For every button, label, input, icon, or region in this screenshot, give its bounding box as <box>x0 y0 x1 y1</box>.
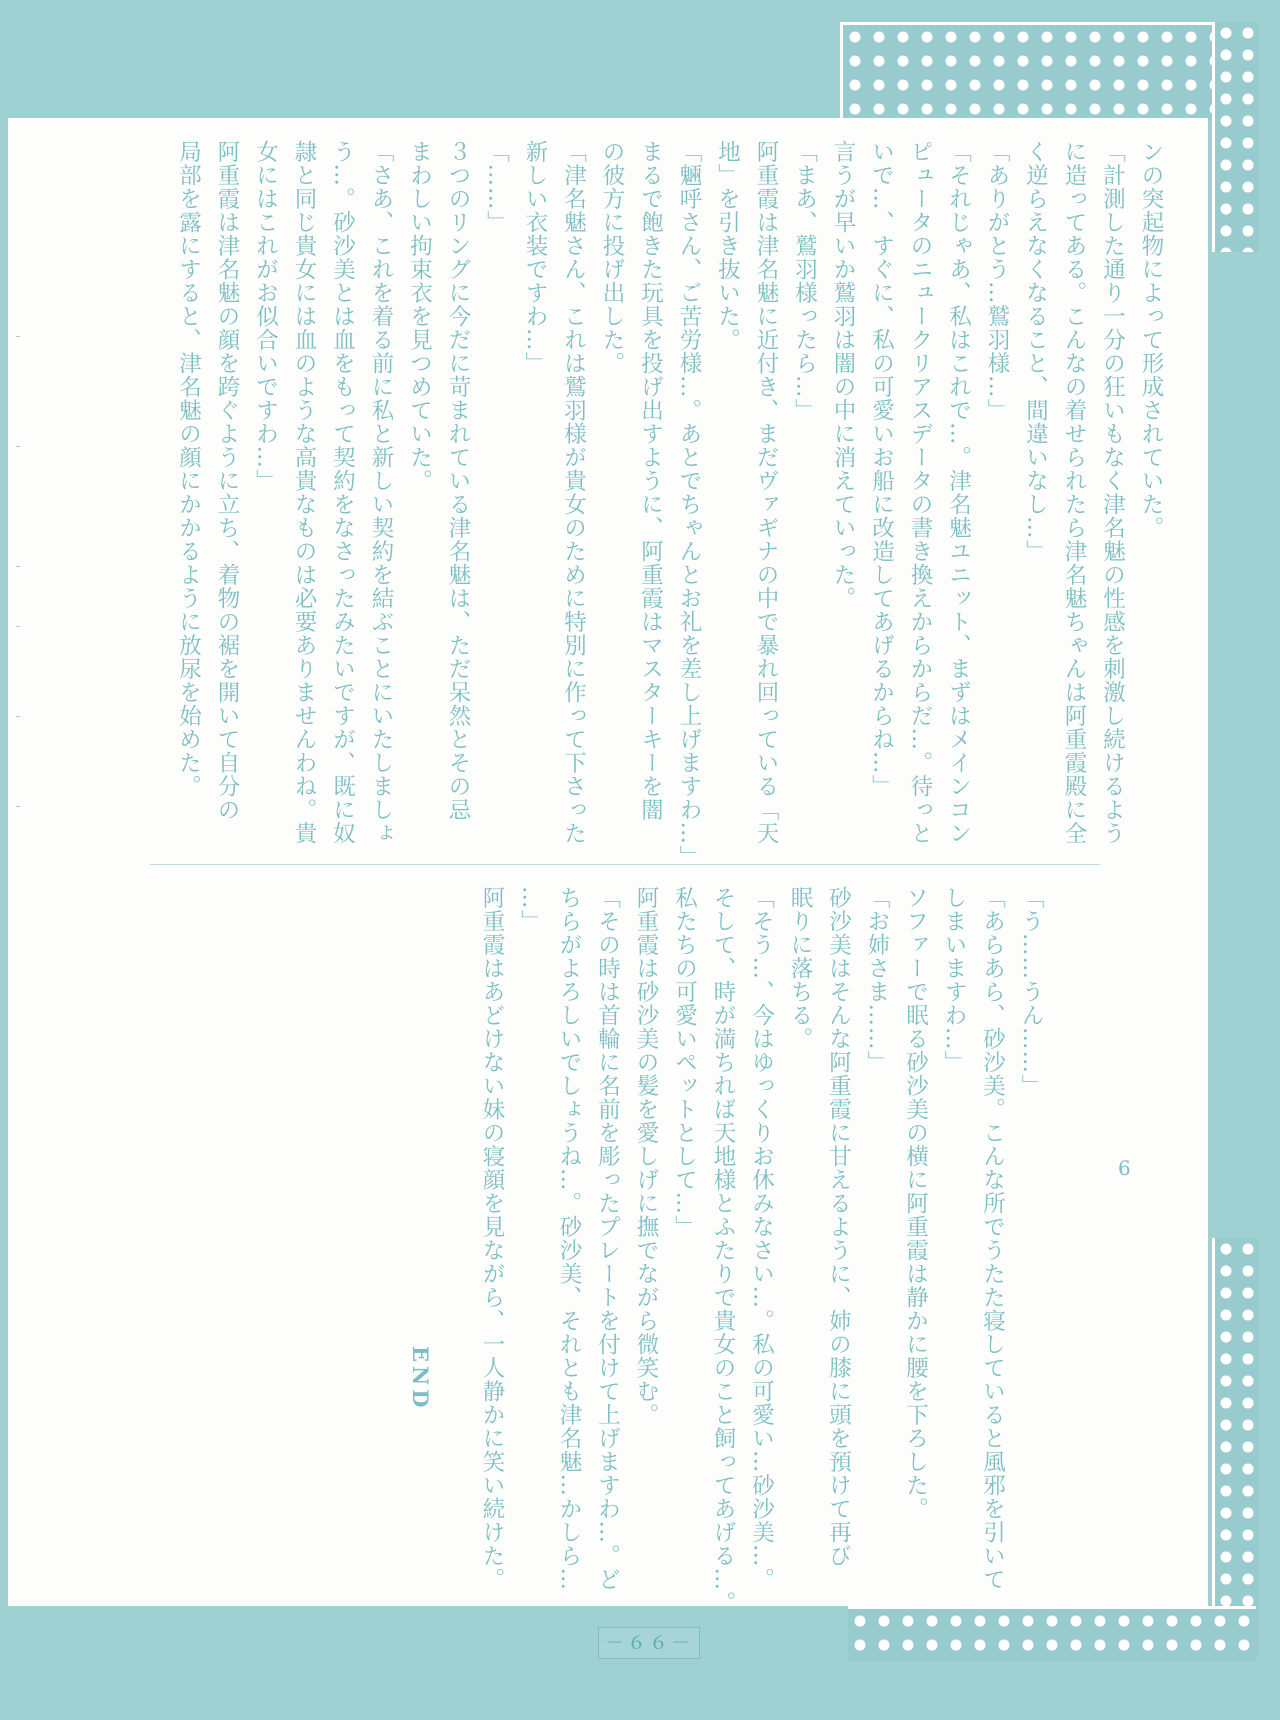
margin-tick <box>16 806 20 807</box>
margin-tick <box>16 446 20 447</box>
text-line: 「その時は首輪に名前を彫ったプレートを付けて上げますわ…。ど <box>594 886 621 1591</box>
section-divider <box>150 864 1100 865</box>
text-line: 「あらあら、砂沙美。こんな所でうたた寝していると風邪を引いて <box>979 886 1006 1591</box>
text-line: ソファーで眠る砂沙美の横に阿重霞は静かに腰を下ろした。 <box>902 886 929 1521</box>
text-line: そして、時が満ちれば天地様とふたりで貴女のこと飼ってあげる…。 <box>710 886 736 1615</box>
text-line: 「お姉さま……」 <box>864 886 890 1074</box>
text-line: 「魎呼さん、ご苦労様…。あとでちゃんとお礼を差し上げますわ…」 <box>676 140 702 869</box>
text-line: 局部を露にすると、津名魅の顔にかかるように放尿を始めた。 <box>175 140 202 798</box>
text-line: ピュータのニュークリアスデータの書き換えからからだ…。待っと <box>907 140 933 845</box>
text-line: 「ありがとう…鷲羽様…」 <box>984 140 1010 422</box>
ornament-frieze-right-bottom <box>1212 1238 1259 1658</box>
text-line: ンの突起物によって形成されていた。 <box>1138 140 1164 540</box>
text-line: ちらがよろしいでしょうね…。砂沙美、それとも津名魅…かしら… <box>556 886 582 1591</box>
text-line: 私たちの可愛いペットとして…」 <box>671 886 698 1239</box>
page-number: －６６－ <box>598 1627 700 1659</box>
text-line: く逆らえなくなること、間違いなし…」 <box>1022 140 1049 563</box>
text-line: 「さあ、これを着る前に私と新しい契約を結ぶことにいたしましょ <box>368 140 394 845</box>
text-line: 地」を引き抜いた。 <box>714 140 741 352</box>
text-line: まるで飽きた玩具を投げ出すように、阿重霞はマスターキーを闇 <box>637 140 664 822</box>
text-line: …」 <box>517 886 544 933</box>
text-line: まわしい拘束衣を見つめていた。 <box>406 140 433 493</box>
text-line: 「それじゃあ、私はこれで…。津名魅ユニット、まずはメインコン <box>945 140 972 845</box>
text-line: 女にはこれがお似合いですわ…」 <box>252 140 279 493</box>
text-line: 言うが早いか鷲羽は闇の中に消えていった。 <box>830 140 856 610</box>
story-text-upper <box>130 140 1170 869</box>
section-number: 6 <box>1118 1156 1131 1180</box>
margin-tick <box>16 566 20 567</box>
ornament-frieze-right-top <box>1212 22 1259 252</box>
text-line: 隷と同じ貴女には血のような高貴なものは必要ありませんわね。貴 <box>291 140 317 845</box>
text-line: 「津名魅さん、これは鷲羽様が貴女のために特別に作って下さった <box>560 140 587 845</box>
margin-tick <box>16 716 20 717</box>
text-line: いで…、すぐに、私の可愛いお船に改造してあげるからね…」 <box>868 140 895 798</box>
text-line: 阿重霞は津名魅に近付き、まだヴァギナの中で暴れ回っている「天 <box>753 140 779 845</box>
text-line: ３つのリングに今だに苛まれている津名魅は、ただ呆然とその忌 <box>445 140 471 822</box>
ornament-frieze-bottom <box>848 1606 1256 1661</box>
text-line: 「……」 <box>483 140 510 234</box>
text-line: 「そう…、今はゆっくりお休みなさい…。私の可愛い…砂沙美…。 <box>748 886 775 1591</box>
text-line: 「う……うん……」 <box>1018 886 1044 1098</box>
margin-tick <box>16 626 20 627</box>
text-line: 「まあ、鷲羽様ったら…」 <box>791 140 818 422</box>
text-line: 阿重霞はあどけない妹の寝顔を見ながら、一人静かに笑い続けた。 <box>479 886 505 1591</box>
text-line: 「計測した通り一分の狂いもなく津名魅の性感を刺激し続けるよう <box>1099 140 1126 845</box>
ornament-frieze-top <box>840 22 1253 121</box>
text-line: 新しい衣装ですわ…」 <box>522 140 548 375</box>
text-line: の彼方に投げ出した。 <box>599 140 625 375</box>
text-line: 眠りに落ちる。 <box>787 886 813 1051</box>
text-line: に造ってある。こんなの着せられたら津名魅ちゃんは阿重霞殿に全 <box>1061 140 1087 845</box>
text-line: しまいますわ…」 <box>941 886 967 1074</box>
text-line: 阿重霞は津名魅の顔を跨ぐように立ち、着物の裾を開いて自分の <box>214 140 240 822</box>
margin-tick <box>16 336 20 337</box>
text-line: う…。砂沙美とは血をもって契約をなさったみたいですが、既に奴 <box>329 140 356 845</box>
end-mark: END <box>408 1346 433 1412</box>
text-line: 砂沙美はそんな阿重霞に甘えるように、姉の膝に頭を預けて再び <box>825 886 852 1568</box>
text-line: 阿重霞は砂沙美の髪を愛しげに撫でながら微笑む。 <box>633 886 659 1427</box>
story-text-lower <box>479 886 1050 1615</box>
